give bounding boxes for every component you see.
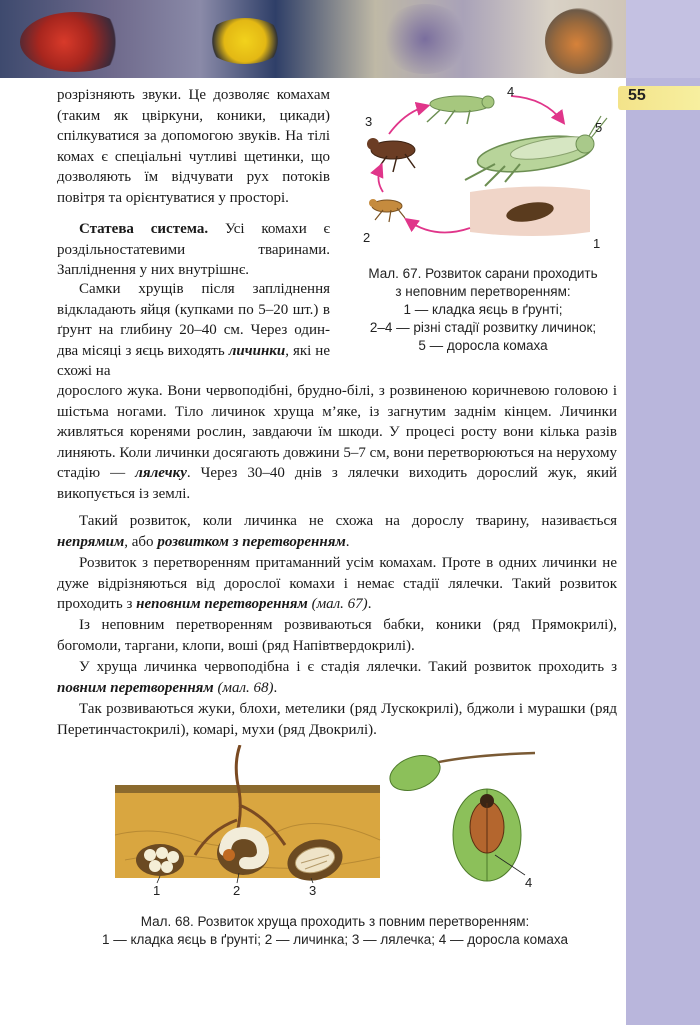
larvae-text: дорослого жука. Вони червоподібні, брудно-білі, з розвиненою коричневою головою і шістьма ногами. Тіло личинок хруща м’яке, із загнутим заднім кінцем. Личинки живляться коренями рослин, завдаючи їм шкоди. У процесі росту вони кілька разів линяють. Коли личинки досягають довжини 5–7 см, вони перетворюються на нерухому стадію — <box>57 383 617 482</box>
paragraph-incomplete-examples: Із неповним перетворенням розвиваються бабки, коники (ряд Прямокрилі), богомоли, таргани, клопи, воші (ряд Напівтвердокрилі). <box>57 617 617 654</box>
term-indirect: непрямим <box>57 533 125 550</box>
figure-68 <box>115 745 555 900</box>
butterfly-image <box>20 12 130 72</box>
nymph-stage-4 <box>427 96 494 124</box>
fig68-label-3: 3 <box>309 883 317 898</box>
paragraph-larvae <box>57 381 617 505</box>
nymph-stage-3 <box>367 138 415 172</box>
term-metamorphosis: розвитком з перетворенням <box>157 533 346 550</box>
adult-locust <box>465 116 607 186</box>
indirect-end: . <box>345 533 350 550</box>
fig67-caption-line-4: 2–4 — різні стадії розвитку личинок; <box>369 320 597 335</box>
eggs-text: Самки хрущів після запліднення відкладають яйця (купками по 5–20 шт.) в ґрунт на глибину 20–40 см. Через один-два місяці з яєць виходять <box>57 281 330 359</box>
arrow-1-to-2 <box>407 220 470 233</box>
reproductive-text: Усі комахи є роздільностатевими тваринами. Запліднення у них внутрішнє. <box>57 221 330 279</box>
figure-ref-67: (мал. 67) <box>307 596 368 613</box>
larva <box>217 831 269 875</box>
nymph-stage-2 <box>369 199 405 222</box>
complete-text: У хруща личинка червоподібна і є стадія лялечки. Такий розвиток проходить з <box>79 659 617 675</box>
arrow-3-to-4 <box>389 106 427 134</box>
fig67-label-1: 1 <box>593 236 601 251</box>
page-number-tab <box>618 86 700 110</box>
fig67-label-5: 5 <box>595 120 603 135</box>
paragraph-eggs <box>57 279 330 382</box>
indirect-mid: , або <box>124 533 154 550</box>
fig67-label-3: 3 <box>365 114 373 129</box>
fish-image <box>205 18 285 64</box>
side-strip-top <box>626 0 700 78</box>
lavender-image <box>380 4 470 74</box>
paragraph-reproductive-system <box>57 219 330 281</box>
paragraph-complete <box>57 657 617 698</box>
section-heading: Статева система. <box>79 221 209 237</box>
larvae-text-end: . Через 30–40 днів з лялечки виходить дорослий жук, який викопується із землі. <box>57 465 618 502</box>
fig67-caption-line-2: з неповним перетворенням: <box>395 284 571 299</box>
fig68-label-2: 2 <box>233 883 241 898</box>
term-incomplete: неповним перетворенням <box>136 596 308 613</box>
fig68-caption-line-2: 1 — кладка яєць в ґрунті; 2 — личинка; 3 — лялечка; 4 — доросла комаха <box>101 932 569 947</box>
arrow-4-to-5 <box>511 96 563 122</box>
fig67-label-2: 2 <box>363 230 371 245</box>
term-larvae: личинки <box>228 342 286 359</box>
header-banner <box>0 0 626 78</box>
fig68-caption-line-1: Мал. 68. Розвиток хруща проходить з повним перетворенням: <box>140 914 530 929</box>
incomplete-text: Розвиток з перетворенням притаманний усім комахам. Проте в одних личинки не дуже відрізняються від дорослої комахи і немає стадії лялечки. Такий розвиток проходить з <box>57 555 617 613</box>
egg-cluster <box>136 844 184 876</box>
figure-67-caption <box>338 265 628 355</box>
fig68-label-4: 4 <box>525 875 533 890</box>
paragraph-hearing: розрізняють звуки. Це дозволяє комахам (таким як цвіркуни, коники, цикади) спілкуватися за допомогою звуків. На тілі комах є спеціальні чутливі щетинки, що дозволяють їм відчувати рух потоків повітря та орієнтуватися у просторі. <box>57 87 330 206</box>
paragraph-indirect <box>57 511 617 552</box>
arrow-2-to-3 <box>378 166 383 192</box>
bird-image <box>545 8 615 74</box>
fig67-caption-line-3: 1 — кладка яєць в ґрунті; <box>403 302 563 317</box>
adult-beetle-on-leaves <box>385 749 535 881</box>
figure-67 <box>345 82 620 260</box>
fig68-label-1: 1 <box>153 883 161 898</box>
paragraph-complete-examples: Так розвиваються жуки, блохи, метелики (ряд Лускокрилі), бджоли і мурашки (ряд Перетинчастокрилі), комарі, мухи (ряд Двокрилі). <box>57 701 617 738</box>
term-complete: повним перетворенням <box>57 679 214 696</box>
eggs-text-end: , які не схожі на <box>57 342 330 380</box>
figure-68-caption <box>60 913 610 949</box>
side-strip <box>626 78 700 1025</box>
paragraph-incomplete <box>57 553 617 615</box>
fig67-caption-line-1: Мал. 67. Розвиток сарани проходить <box>368 266 598 281</box>
page-number: 55 <box>628 87 646 104</box>
incomplete-end: . <box>367 596 372 613</box>
fig67-label-4: 4 <box>507 84 515 99</box>
figure-ref-68: (мал. 68) <box>213 679 274 696</box>
term-pupa: лялечку <box>135 465 187 482</box>
fig67-caption-line-5: 5 — доросла комаха <box>418 338 548 353</box>
indirect-text: Такий розвиток, коли личинка не схожа на дорослу тварину, називається <box>79 513 617 529</box>
complete-end: . <box>273 679 278 696</box>
